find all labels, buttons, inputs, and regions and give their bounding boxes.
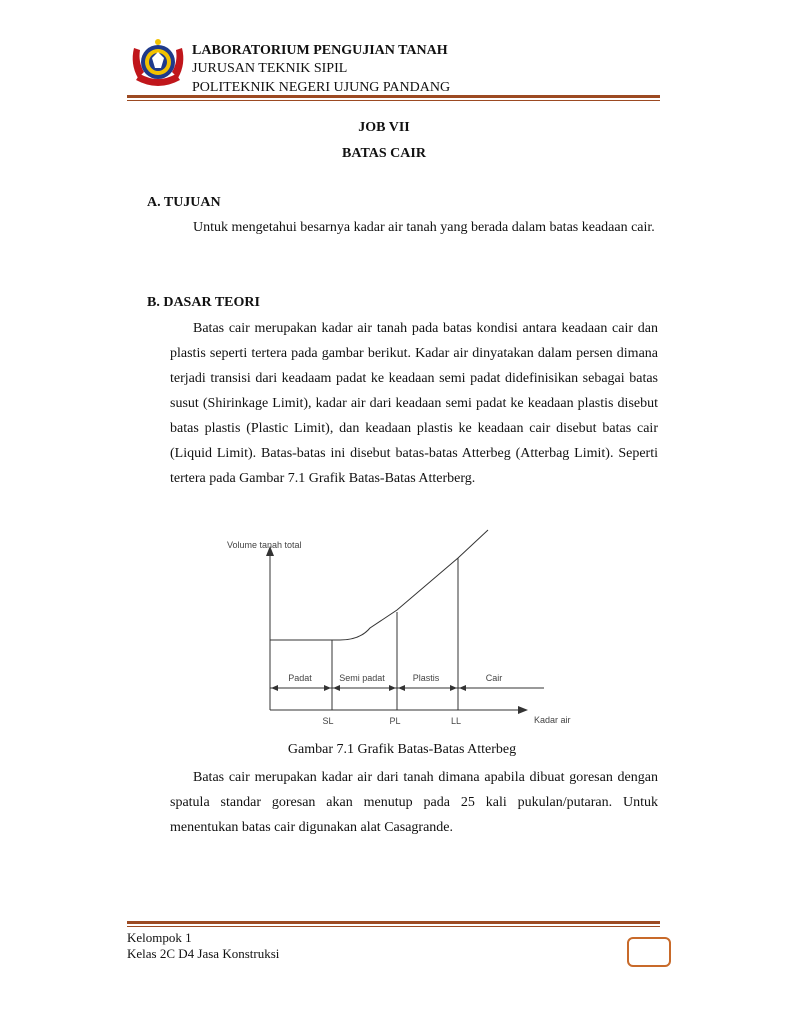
limit-ll: LL bbox=[450, 716, 462, 726]
subject-title: BATAS CAIR bbox=[342, 146, 426, 161]
section-b-paragraph-1: Batas cair merupakan kadar air tanah pada batas kondisi antara keadaan cair dan plastis seperti tertera pada gambar berikut. Kadar air dinyatakan dalam persen dimana terjadi transisi dari keadaam padat ke keadaan semi padat didefinisikan sebagai batas susut (Shirinkage Limit), kadar air dari keadaan semi padat ke keadaan plastis disebut batas plastis (Plastic Limit), dan keadaan plastis ke keadaan cair disebut batas cair (Liquid Limit). Batas-batas ini disebut batas-batas Atterbeg (Atterbag Limit). Seperti tertera pada Gambar 7.1 Grafik Batas-Batas Atterberg. bbox=[170, 321, 658, 486]
job-title: JOB VII bbox=[358, 120, 410, 135]
footer-group: Kelompok 1 bbox=[127, 930, 192, 945]
atterberg-limits-figure bbox=[222, 530, 571, 735]
footer-rule-thick bbox=[127, 921, 660, 924]
section-b-paragraph-2: Batas cair merupakan kadar air dari tanah dimana apabila dibuat goresan dengan spatula standar goresan akan menutup pada 25 kali pukulan/putaran. Untuk menentukan batas cair digunakan alat Casagrande. bbox=[170, 770, 658, 835]
x-axis-arrow bbox=[518, 706, 528, 714]
section-b-heading: B. DASAR TEORI bbox=[147, 295, 260, 310]
section-a-heading: A. TUJUAN bbox=[147, 195, 221, 210]
volume-curve bbox=[270, 530, 488, 640]
zone-semi-padat: Semi padat bbox=[339, 673, 385, 683]
zone-plastis: Plastis bbox=[412, 673, 440, 683]
limit-sl: SL bbox=[322, 716, 334, 726]
header-department: JURUSAN TEKNIK SIPIL bbox=[192, 61, 348, 76]
figure-xlabel: Kadar air bbox=[534, 715, 571, 725]
figure-ylabel: Volume tanah total bbox=[227, 540, 302, 550]
footer-class: Kelas 2C D4 Jasa Konstruksi bbox=[127, 946, 280, 961]
header-lab-name: LABORATORIUM PENGUJIAN TANAH bbox=[192, 43, 448, 58]
zone-cair: Cair bbox=[485, 673, 503, 683]
figure-caption: Gambar 7.1 Grafik Batas-Batas Atterbeg bbox=[287, 742, 517, 757]
zone-padat: Padat bbox=[288, 673, 312, 683]
footer-rule-thin bbox=[127, 926, 660, 927]
header-rule-thick bbox=[127, 95, 660, 98]
limit-pl: PL bbox=[389, 716, 401, 726]
header-rule-thin bbox=[127, 100, 660, 101]
politeknik-logo bbox=[130, 38, 186, 90]
header-institution: POLITEKNIK NEGERI UJUNG PANDANG bbox=[192, 80, 451, 95]
section-a-text: Untuk mengetahui besarnya kadar air tanah yang berada dalam batas keadaan cair. bbox=[193, 220, 655, 235]
page-number-box bbox=[627, 937, 671, 967]
